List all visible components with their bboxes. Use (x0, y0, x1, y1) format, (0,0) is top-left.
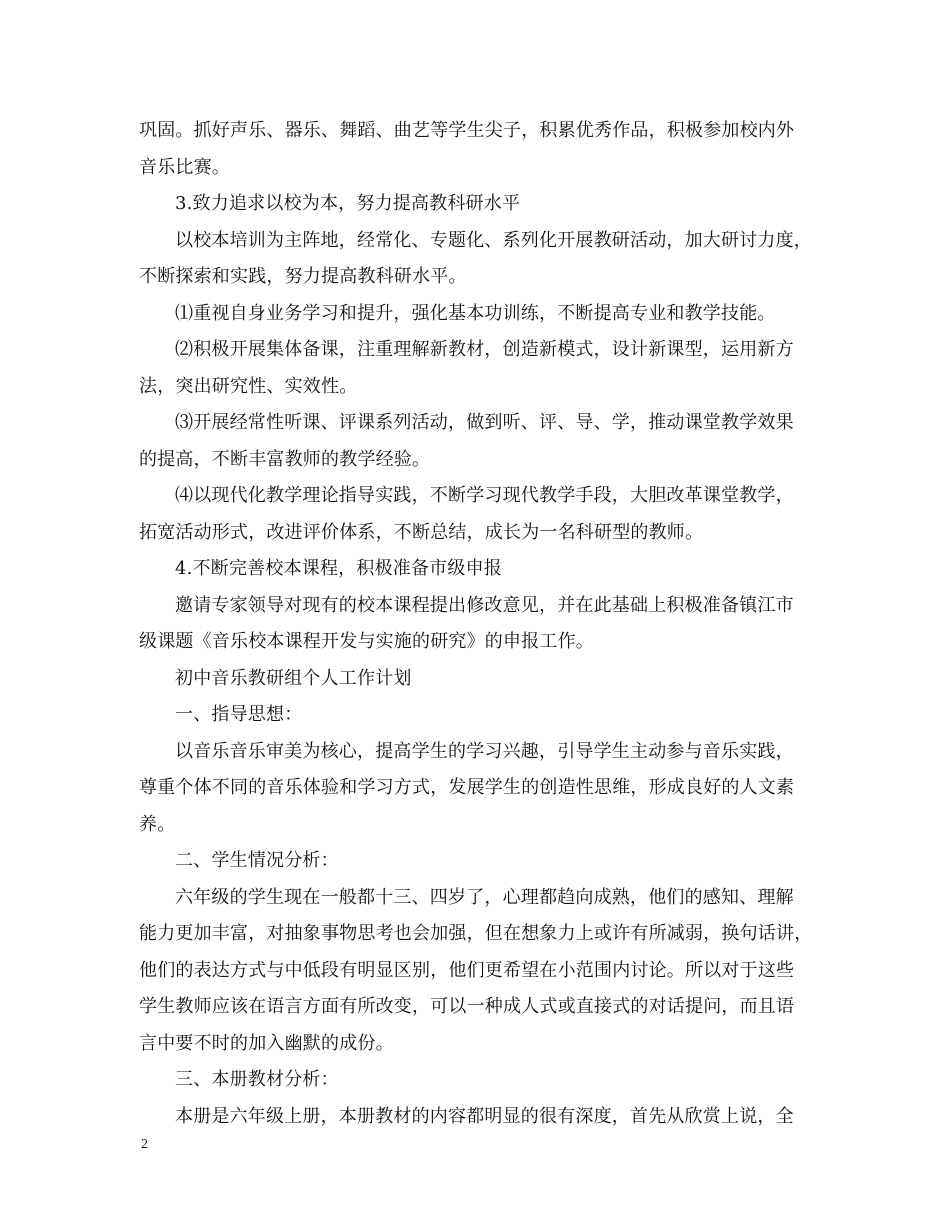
text-line: 以校本培训为主阵地，经常化、专题化、系列化开展教研活动，加大研讨力度， (175, 229, 812, 251)
text-line: 六年级的学生现在一般都十三、四岁了，心理都趋向成熟，他们的感知、理解 (175, 886, 794, 908)
text-line: ⑷以现代化教学理论指导实践，不断学习现代教学手段，大胆改革课堂教学， (175, 485, 794, 506)
text-line: 他们的表达方式与中低段有明显区别，他们更希望在小范围内讨论。所以对于这些 (139, 959, 795, 981)
text-line: 不断探索和实践，努力提高教科研水平。 (139, 266, 467, 287)
text-line: 初中音乐教研组个人工作计划 (175, 667, 412, 689)
text-line: 法，突出研究性、实效性。 (139, 375, 358, 397)
text-line: 一、指导思想： (175, 704, 303, 725)
text-line: 尊重个体不同的音乐体验和学习方式，发展学生的创造性思维，形成良好的人文素 (139, 777, 795, 798)
text-line: ⑵积极开展集体备课，注重理解新教材，创造新模式，设计新课型，运用新方 (175, 339, 794, 360)
text-line: 邀请专家领导对现有的校本课程提出修改意见，并在此基础上积极准备镇江市 (175, 594, 794, 616)
text-line: 学生教师应该在语言方面有所改变，可以一种成人式或直接式的对话提问，而且语 (139, 996, 795, 1017)
text-line: 巩固。抓好声乐、器乐、舞蹈、曲艺等学生尖子，积累优秀作品，积极参加校内外 (139, 120, 795, 141)
text-line: 养。 (139, 813, 176, 835)
page-number: 2 (141, 1137, 148, 1152)
text-line: ⑴重视自身业务学习和提升，强化基本功训练，不断提高专业和教学技能。 (175, 302, 776, 324)
text-line: 言中要不时的加入幽默的成份。 (139, 1032, 394, 1054)
text-line: 级课题《音乐校本课程开发与实施的研究》的申报工作。 (139, 631, 594, 652)
text-line: 三、本册教材分析： (175, 1069, 339, 1090)
text-line: 音乐比赛。 (139, 156, 230, 178)
text-line: 能力更加丰富，对抽象事物思考也会加强，但在想象力上或许有所减弱，换句话讲， (139, 923, 813, 944)
text-line: 4.不断完善校本课程，积极准备市级申报 (175, 558, 502, 579)
text-line: ⑶开展经常性听课、评课系列活动，做到听、评、导、学，推动课堂教学效果 (175, 412, 794, 433)
text-line: 本册是六年级上册，本册教材的内容都明显的很有深度，首先从欣赏上说，全 (175, 1105, 794, 1127)
document-body (139, 116, 819, 1138)
text-line: 二、学生情况分析： (175, 850, 339, 871)
text-line: 3.致力追求以校为本，努力提高教科研水平 (175, 193, 521, 214)
text-line: 拓宽活动形式，改进评价体系，不断总结，成长为一名科研型的教师。 (139, 521, 704, 543)
text-line: 以音乐音乐审美为核心，提高学生的学习兴趣，引导学生主动参与音乐实践， (175, 740, 794, 762)
text-line: 的提高，不断丰富教师的教学经验。 (139, 448, 431, 470)
